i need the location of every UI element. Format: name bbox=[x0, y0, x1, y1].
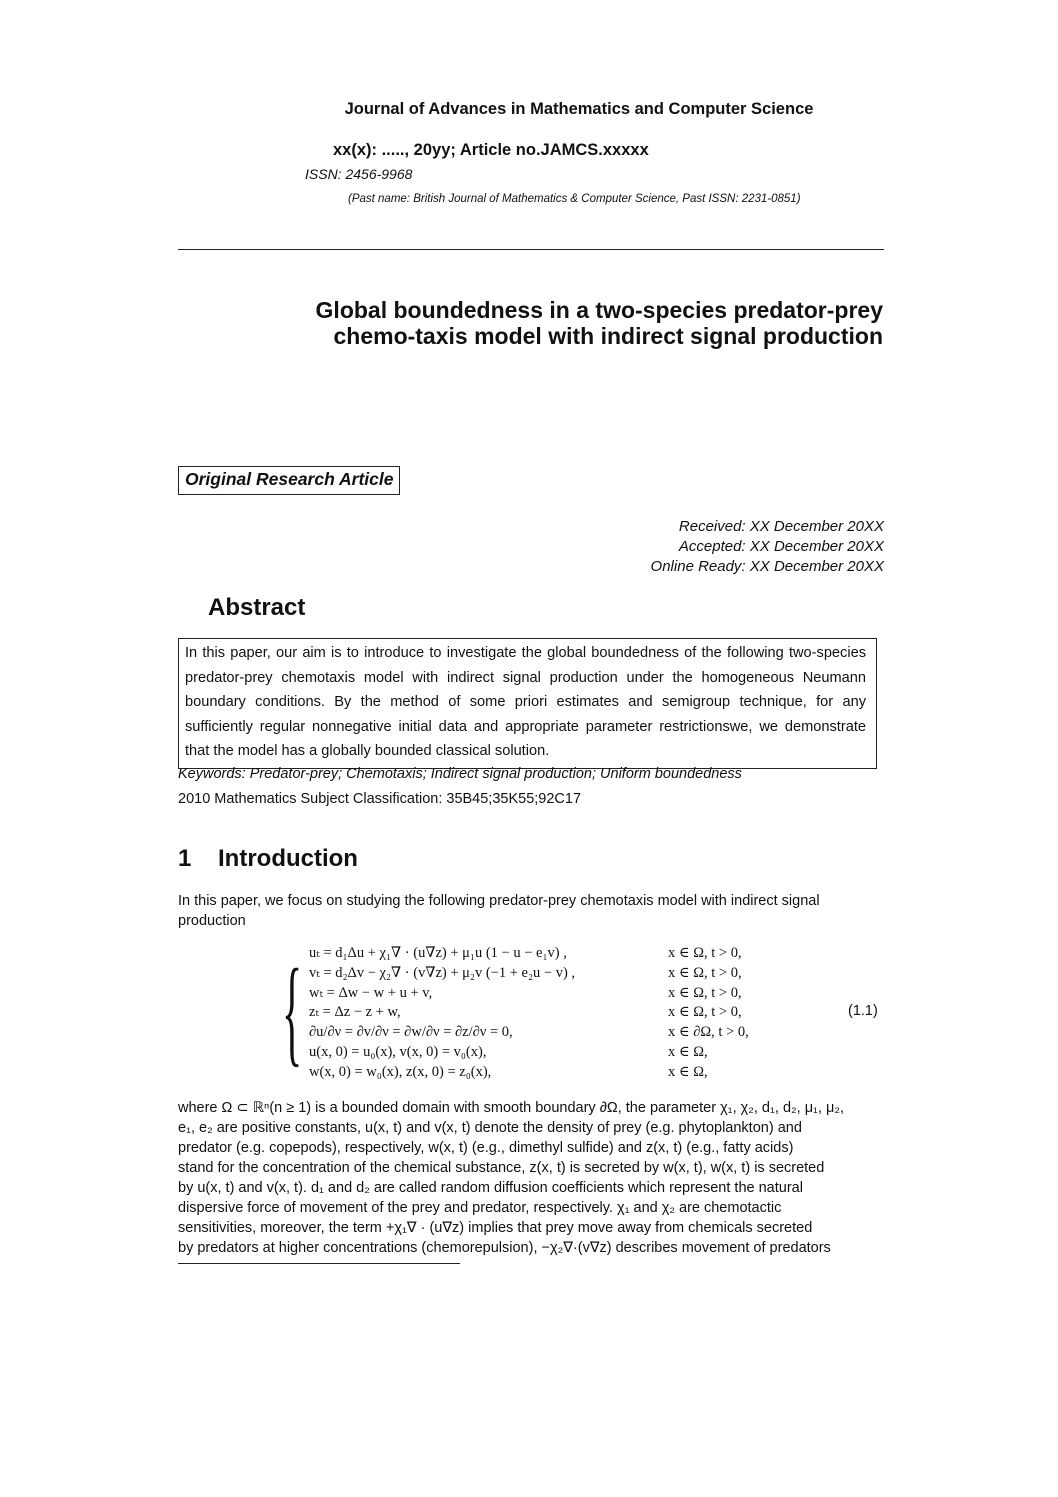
abstract-text: In this paper, our aim is to introduce to investigate the global boundedness of the following two-species predator-prey chemotaxis model with indirect signal production under the homogeneous Neumann boundary conditions. By the method of some priori estimates and semigroup technique, for any sufficiently regular nonnegative initial data and appropriate parameter restrictionswe, we demonstrate that the model has a globally bounded classical solution. bbox=[178, 638, 877, 769]
paragraph-line: by u(x, t) and v(x, t). d₁ and d₂ are called random diffusion coefficients which represent the natural bbox=[178, 1180, 803, 1196]
keywords: Keywords: Predator-prey; Chemotaxis; Indirect signal production; Uniform boundedness bbox=[178, 766, 742, 782]
footnote-rule bbox=[178, 1263, 460, 1264]
header-rule bbox=[178, 249, 884, 250]
equation-condition: x ∈ Ω, bbox=[668, 1044, 708, 1060]
equation-lhs: vₜ = d₂Δv − χ₂∇ · (v∇z) + μ₂v (−1 + e₂u − v) , bbox=[309, 965, 576, 981]
section-title: Introduction bbox=[218, 845, 358, 872]
journal-name: Journal of Advances in Mathematics and Computer Science bbox=[344, 100, 814, 118]
online-date: Online Ready: XX December 20XX bbox=[650, 558, 884, 575]
paragraph-line: stand for the concentration of the chemical substance, z(x, t) is secreted by w(x, t), w(x, t) is secreted bbox=[178, 1160, 825, 1176]
equation-lhs: u(x, 0) = u₀(x), v(x, 0) = v₀(x), bbox=[309, 1044, 487, 1060]
received-date: Received: XX December 20XX bbox=[678, 518, 884, 535]
equation-lhs: ∂u/∂ν = ∂v/∂ν = ∂w/∂ν = ∂z/∂ν = 0, bbox=[309, 1024, 513, 1040]
dates-block bbox=[651, 517, 884, 577]
issn: ISSN: 2456-9968 bbox=[305, 166, 413, 182]
equation-lhs: wₜ = Δw − w + u + v, bbox=[309, 985, 433, 1001]
paragraph-line: predator (e.g. copepods), respectively, w(x, t) (e.g., dimethyl sulfide) and z(x, t) (e.g., fatty acids) bbox=[178, 1140, 794, 1156]
msc-classification: 2010 Mathematics Subject Classification: 35B45;35K55;92C17 bbox=[178, 791, 582, 807]
equation-lhs: uₜ = d₁Δu + χ₁∇ · (u∇z) + μ₁u (1 − u − e₁v) , bbox=[309, 945, 567, 961]
equation-number: (1.1) bbox=[848, 1003, 878, 1019]
paper-title bbox=[203, 297, 883, 349]
title-line-1: Global boundedness in a two-species predator-prey bbox=[315, 297, 883, 323]
body-paragraph bbox=[178, 1098, 884, 1258]
equation-condition: x ∈ Ω, t > 0, bbox=[668, 1004, 742, 1020]
equation-condition: x ∈ Ω, t > 0, bbox=[668, 985, 742, 1001]
article-type-badge: Original Research Article bbox=[178, 466, 400, 495]
abstract-heading: Abstract bbox=[208, 594, 306, 621]
equation-lhs: w(x, 0) = w₀(x), z(x, 0) = z₀(x), bbox=[309, 1064, 492, 1080]
paragraph-line: sensitivities, moreover, the term +χ₁∇ · (u∇z) implies that prey move away from chemicals secreted bbox=[178, 1220, 813, 1236]
equation-condition: x ∈ Ω, t > 0, bbox=[668, 945, 742, 961]
paragraph-line: by predators at higher concentrations (chemorepulsion), −χ₂∇·(v∇z) describes movement of predators bbox=[178, 1240, 831, 1256]
section-number: 1 bbox=[178, 845, 192, 872]
intro-paragraph: In this paper, we focus on studying the following predator-prey chemotaxis model with indirect signal production bbox=[178, 893, 820, 929]
equation-lhs: zₜ = Δz − z + w, bbox=[309, 1004, 401, 1020]
equation-condition: x ∈ ∂Ω, t > 0, bbox=[668, 1024, 749, 1040]
past-name: (Past name: British Journal of Mathematics & Computer Science, Past ISSN: 2231-0851) bbox=[348, 193, 801, 205]
title-line-2: chemo-taxis model with indirect signal production bbox=[333, 323, 883, 349]
paragraph-line: e₁, e₂ are positive constants, u(x, t) and v(x, t) denote the density of prey (e.g. phytoplankton) and bbox=[178, 1120, 802, 1136]
equation-brace: { bbox=[282, 944, 303, 1077]
section-heading-introduction bbox=[178, 845, 358, 873]
paragraph-line: where Ω ⊂ ℝⁿ(n ≥ 1) is a bounded domain with smooth boundary ∂Ω, the parameter χ₁, χ₂, d₁, d₂, μ₁, μ₂, bbox=[178, 1100, 845, 1116]
accepted-date: Accepted: XX December 20XX bbox=[678, 538, 884, 555]
equation-condition: x ∈ Ω, bbox=[668, 1064, 708, 1080]
equation-condition: x ∈ Ω, t > 0, bbox=[668, 965, 742, 981]
paragraph-line: dispersive force of movement of the prey and predator, respectively. χ₁ and χ₂ are chemotactic bbox=[178, 1200, 782, 1216]
issue-line: xx(x): ....., 20yy; Article no.JAMCS.xxxxx bbox=[333, 141, 649, 159]
